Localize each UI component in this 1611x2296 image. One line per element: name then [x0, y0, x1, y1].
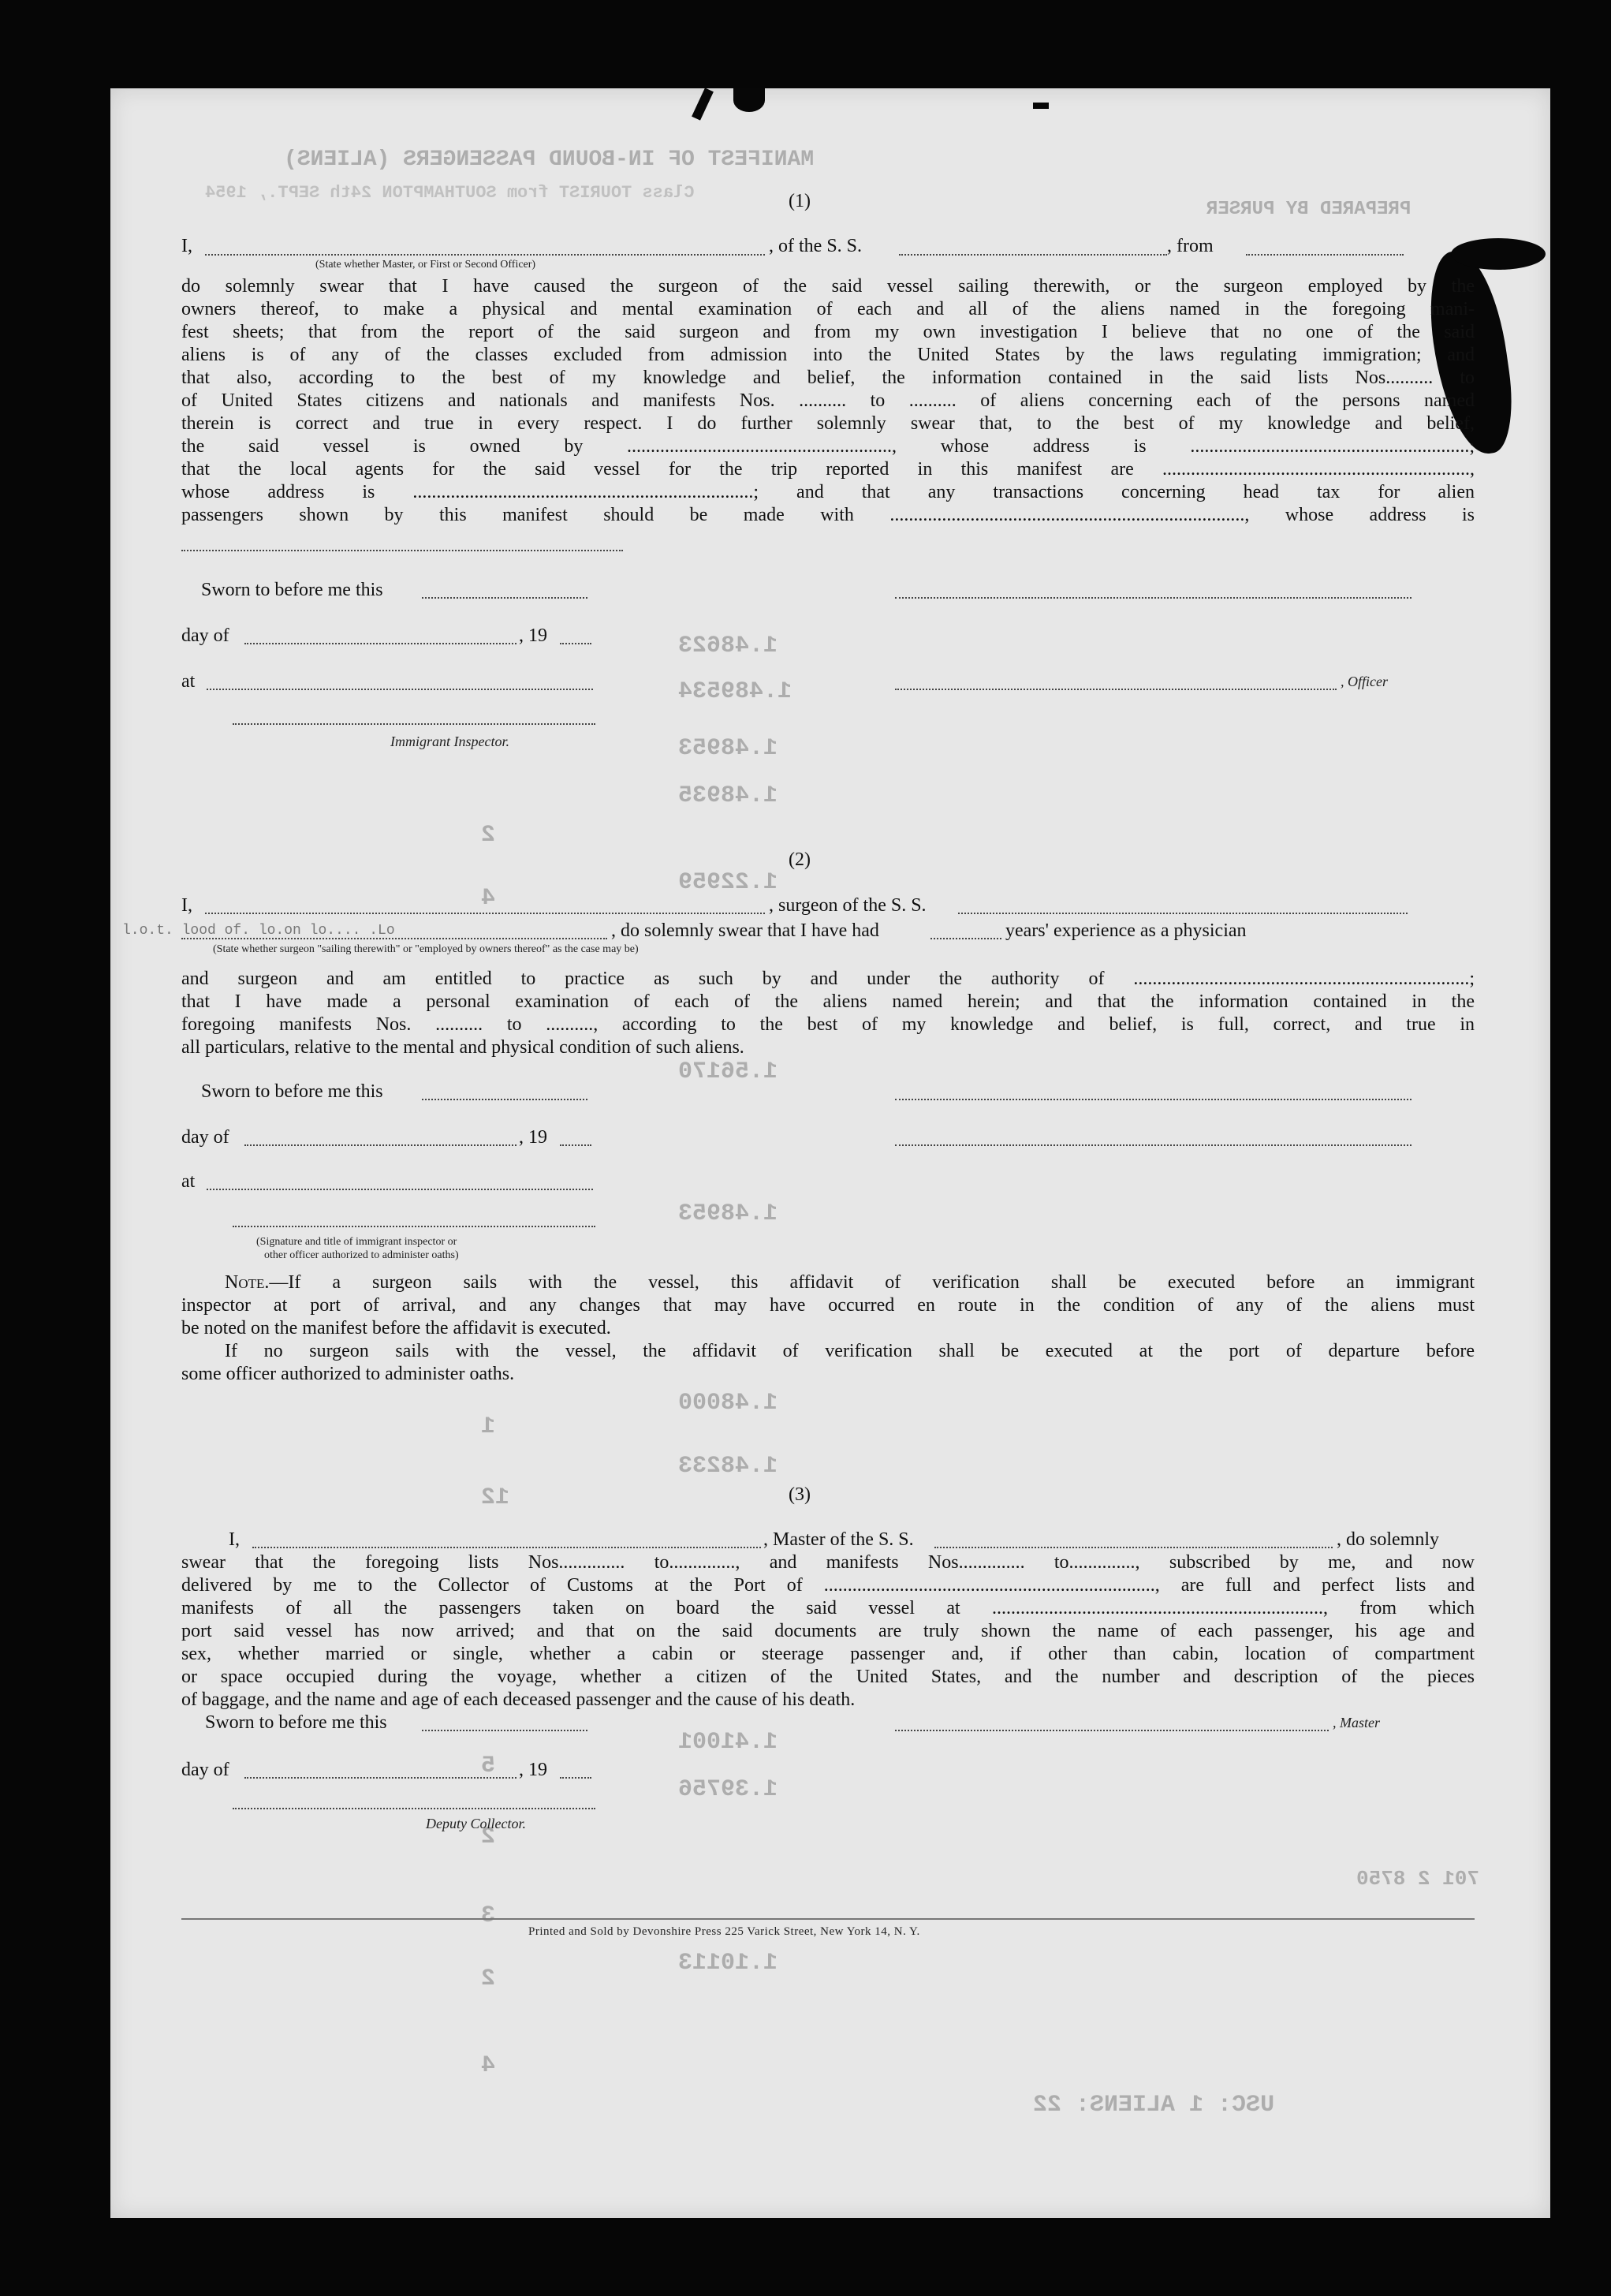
oath-line: swear that the foregoing lists Nos.............. to.............., and manifests Nos.............. to.............., subscribed by me, and now	[181, 1552, 1475, 1573]
surgeon-vessel-line	[958, 913, 1408, 914]
bleed-through-number: 1.48623	[678, 633, 778, 659]
section-3-solemnly: , do solemnly	[1337, 1529, 1439, 1550]
master-label: , Master	[1333, 1715, 1380, 1730]
bleed-through-number: 3	[481, 1902, 496, 1929]
surgeon-signature-line	[895, 1099, 1411, 1100]
bleed-through-footer: USC: 1 ALIENS: 22	[1033, 2092, 1275, 2119]
oath-line: aliens is of any of the classes excluded from admission into the United States by the laws regulating immigration; and	[181, 345, 1475, 365]
bleed-through-number: 1.39756	[678, 1776, 778, 1803]
bleed-through-header: Class TOURIST from SOUTHAMPTON 24th SEPT., 1954	[205, 183, 695, 203]
note-line: some officer authorized to administer oaths.	[181, 1364, 515, 1384]
oath-line: passengers shown by this manifest should be made with ..........................................................................., whose address is	[181, 505, 1475, 525]
section-3-day-of: day of	[181, 1760, 229, 1780]
oath-line: do solemnly swear that I have caused the surgeon of the said vessel sailing therewith, or the surgeon employed by the	[181, 276, 1475, 297]
year-line	[560, 1144, 591, 1146]
ink-blot	[1451, 238, 1546, 270]
master-signature-line	[895, 1730, 1329, 1731]
section-1-caption: (State whether Master, or First or Second Officer)	[315, 259, 536, 271]
bleed-through-number: 1	[481, 1413, 496, 1440]
bleed-through-number: 1.22959	[678, 869, 778, 896]
bleed-through-number: 1.489534	[678, 678, 792, 705]
bleed-through-number: 2	[481, 1824, 496, 1850]
inspector-signature-line	[233, 1226, 595, 1227]
section-3-sworn: Sworn to before me this	[205, 1712, 387, 1733]
oath-line: that also, according to the best of my knowledge and belief, the information contained in the said lists Nos.......... to	[181, 368, 1475, 388]
year-line	[560, 643, 591, 644]
oath-line: manifests of all the passengers taken on board the said vessel at ......................................................................, from which	[181, 1598, 1475, 1618]
bleed-through-header: MANIFEST OF IN-BOUND PASSENGERS (ALIENS)	[284, 147, 815, 172]
vessel-name-line	[934, 1547, 1333, 1548]
oath-line: that the local agents for the said vessel for the trip reported in this manifest are .................................................................,	[181, 459, 1475, 480]
section-2-surgeon: , surgeon of the S. S.	[769, 895, 927, 916]
sworn-day-line	[422, 1099, 587, 1100]
master-name-line	[252, 1547, 761, 1548]
from-port-line	[1246, 254, 1404, 256]
section-2-I: I,	[181, 895, 192, 916]
at-line	[207, 1189, 593, 1190]
oath-line: all particulars, relative to the mental and physical condition of such aliens.	[181, 1037, 744, 1058]
bleed-through-number: 4	[481, 2052, 496, 2079]
signature-caption: (Signature and title of immigrant inspector or	[256, 1236, 457, 1248]
sworn-day-line	[422, 597, 587, 599]
surgeon-title-line	[895, 1144, 1411, 1146]
master-name-line	[205, 254, 765, 256]
at-line	[207, 689, 593, 690]
bleed-through-number: 1.48233	[678, 1453, 778, 1480]
section-2-day-of: day of	[181, 1127, 229, 1148]
year-line	[560, 1777, 591, 1779]
day-of-line	[244, 1144, 516, 1146]
oath-line: that I have made a personal examination of each of the aliens named herein; and that the information contained in the	[181, 991, 1475, 1012]
bleed-through-number: 12	[481, 1484, 510, 1511]
oath-line: delivered by me to the Collector of Customs at the Port of ......................................................................, are full and perfect lists and	[181, 1575, 1475, 1596]
section-2-years: years' experience as a physician	[1005, 920, 1247, 941]
officer-title-line	[895, 689, 1337, 690]
bleed-through-stamp: 701 2 8750	[1356, 1867, 1480, 1891]
oath-line: port said vessel has now arrived; and that on the said documents are truly shown the name of each passenger, his age and	[181, 1621, 1475, 1641]
oath-line: owners thereof, to make a physical and mental examination of each and all of the aliens named in the foregoing mani-	[181, 299, 1475, 319]
ink-mark	[692, 88, 714, 120]
handwritten-surgeon-status: l.o.t. lood of. lo.on lo.... .Lo	[122, 923, 395, 939]
oath-line: of baggage, and the name and age of each deceased passenger and the cause of his death.	[181, 1689, 856, 1710]
surgeon-name-line	[205, 913, 765, 914]
section-1-sworn: Sworn to before me this	[201, 580, 383, 600]
ink-mark	[733, 88, 765, 112]
oath-line: sex, whether married or single, whether a cabin or steerage passenger and, if other than cabin, location of compartment	[181, 1644, 1475, 1664]
note-label: Note.	[225, 1272, 270, 1293]
section-3-oath	[181, 1551, 1475, 1712]
oath-line: and surgeon and am entitled to practice as such by and under the authority of .......................................................................;	[181, 969, 1475, 989]
section-1-at: at	[181, 671, 196, 692]
oath-line: of United States citizens and nationals and manifests Nos. .......... to .......... of aliens concerning each of the persons named	[181, 390, 1475, 411]
day-of-line	[244, 643, 516, 644]
section-2-note	[181, 1271, 1475, 1386]
note-text: —If a surgeon sails with the vessel, this affidavit of verification shall be executed before an immigrant	[269, 1272, 1475, 1293]
oath-line: therein is correct and true in every respect. I do further solemnly swear that, to the best of my knowledge and belief,	[181, 413, 1475, 434]
bleed-through-header: PREPARED BY PURSER	[1206, 199, 1411, 220]
section-2-caption: (State whether surgeon "sailing therewith" or "employed by owners thereof" as the case may be)	[213, 943, 639, 955]
bleed-through-number: 2	[481, 1966, 496, 1992]
note-first-line	[181, 1271, 1475, 1294]
section-2-oath	[181, 968, 1475, 1059]
bleed-through-number: 1.48953	[678, 735, 778, 762]
bleed-through-number: 1.48953	[678, 1200, 778, 1227]
section-2-swear: , do solemnly swear that I have had	[611, 920, 879, 941]
whose-address-line	[181, 550, 623, 551]
inspector-caption: Immigrant Inspector.	[390, 734, 509, 749]
section-1-I: I,	[181, 236, 192, 256]
oath-line: whose address is ........................................................................; and that any transactions concerning head tax for alien	[181, 482, 1475, 502]
officer-label: , Officer	[1341, 674, 1388, 689]
oath-line: foregoing manifests Nos. .......... to .........., according to the best of my knowledge and belief, is full, correct, and true in	[181, 1014, 1475, 1035]
section-3-master: , Master of the S. S.	[763, 1529, 914, 1550]
section-3-year: , 19	[519, 1760, 547, 1780]
officer-signature-line	[895, 597, 1411, 599]
bleed-through-number: 1.41001	[678, 1729, 778, 1756]
bleed-through-number: 2	[481, 822, 496, 849]
note-line: If no surgeon sails with the vessel, the affidavit of verification shall be executed at the port of departure before	[225, 1341, 1475, 1361]
bleed-through-number: 1.10113	[678, 1950, 778, 1977]
inspector-signature-line	[233, 723, 595, 725]
oath-line: the said vessel is owned by ........................................................, whose address is ...........................................................;	[181, 436, 1475, 457]
section-1-of-ss: , of the S. S.	[769, 236, 863, 256]
section-1-from: , from	[1167, 236, 1214, 256]
day-of-line	[244, 1777, 516, 1779]
ink-mark	[1033, 103, 1049, 109]
bleed-through-number: 5	[481, 1753, 496, 1779]
section-1-year: , 19	[519, 625, 547, 646]
bleed-through-number: 4	[481, 885, 496, 912]
section-3-I: I,	[229, 1529, 240, 1550]
oath-line: fest sheets; that from the report of the said surgeon and from my own investigation I believe that no one of the said	[181, 322, 1475, 342]
bleed-through-number: 1.56170	[678, 1058, 778, 1085]
bleed-through-number: 1.48000	[678, 1390, 778, 1417]
collector-caption: Deputy Collector.	[426, 1816, 526, 1831]
section-3-number: (3)	[789, 1484, 811, 1505]
section-2-number: (2)	[789, 849, 811, 870]
oath-line: or space occupied during the voyage, whether a citizen of the United States, and the number and description of the pieces	[181, 1667, 1475, 1687]
section-2-year: , 19	[519, 1127, 547, 1148]
section-2-at: at	[181, 1171, 196, 1192]
section-1-day-of: day of	[181, 625, 229, 646]
printer-rule	[181, 1918, 1475, 1920]
section-1-number: (1)	[789, 191, 811, 211]
collector-signature-line	[233, 1808, 595, 1809]
manifest-sheet	[110, 88, 1550, 2218]
signature-caption: other officer authorized to administer oaths)	[264, 1249, 459, 1261]
section-2-sworn: Sworn to before me this	[201, 1081, 383, 1102]
printer-credit: Printed and Sold by Devonshire Press 225 Varick Street, New York 14, N. Y.	[528, 1925, 920, 1938]
vessel-name-line	[899, 254, 1167, 256]
bleed-through-number: 1.48935	[678, 782, 778, 809]
note-line: inspector at port of arrival, and any changes that may have occurred en route in the condition of any of the aliens must	[181, 1295, 1475, 1316]
note-line: be noted on the manifest before the affidavit is executed.	[181, 1318, 611, 1338]
years-line	[930, 938, 1001, 939]
section-1-oath	[181, 275, 1475, 527]
sworn-day-line	[422, 1730, 587, 1731]
